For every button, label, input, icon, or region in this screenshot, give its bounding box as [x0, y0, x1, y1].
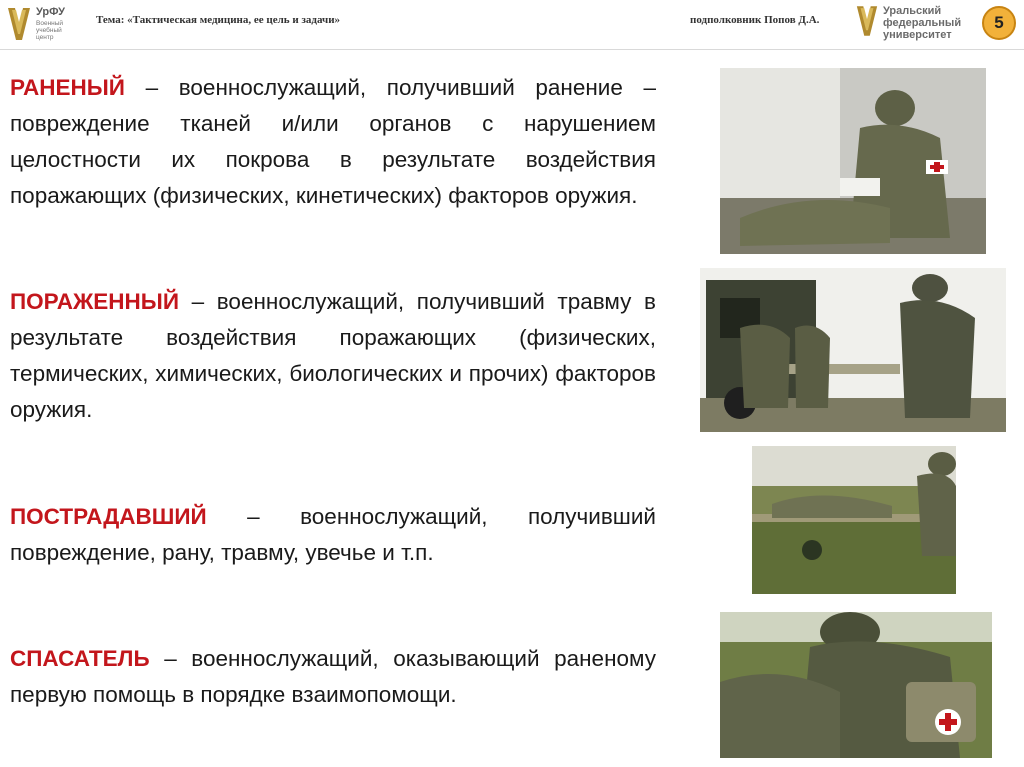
photo-rescuer-aid [720, 612, 992, 758]
definition-text: военнослужащий, получивший травму в результате воздействия поражающих (физических, термических, химических, биологических и прочих) факторов оружия. [10, 289, 656, 422]
university-logo [855, 2, 975, 44]
urfu-logo-icon [855, 4, 879, 38]
term-dash: – [164, 646, 177, 671]
definition-text: военнослужащий, получивший повреждение, рану, травму, увечье и т.п. [10, 504, 656, 565]
slide-number-badge: 5 [982, 6, 1016, 40]
definition-text: военнослужащий, получивший ранение – повреждение тканей и/или органов с нарушением целостности их покрова в результате воздействия поражающих (физических, кинетических) факторов оружия. [10, 75, 656, 208]
definition-rescuer [10, 641, 656, 713]
term-dash: – [247, 504, 260, 529]
definition-text: военнослужащий, оказывающий раненому первую помощь в порядке взаимопомощи. [10, 646, 656, 707]
definition-victim [10, 499, 656, 571]
slide-header [0, 0, 1024, 48]
urfu-logo-icon [6, 6, 32, 42]
term-dash: – [191, 289, 205, 314]
header-divider [0, 49, 1024, 50]
photo-stretcher-field [752, 446, 956, 594]
logo-left-subtitle: Военный учебный центр [36, 20, 64, 41]
military-center-logo [6, 4, 76, 46]
term-dash: – [145, 75, 159, 100]
term-label: СПАСАТЕЛЬ [10, 646, 150, 671]
definition-wounded [10, 70, 656, 214]
university-name: Уральский федеральный университет [883, 5, 962, 41]
logo-left-brand: УрФУ [36, 6, 65, 18]
definition-affected [10, 284, 656, 428]
slide-author: подполковник Попов Д.А. [690, 14, 820, 26]
term-label: ПОРАЖЕННЫЙ [10, 289, 179, 314]
term-label: ПОСТРАДАВШИЙ [10, 504, 207, 529]
photo-stretcher-loading [700, 268, 1006, 432]
term-label: РАНЕНЫЙ [10, 75, 125, 100]
slide-topic: Тема: «Тактическая медицина, ее цель и задачи» [96, 14, 341, 26]
photo-medic-bandaging [720, 68, 986, 254]
